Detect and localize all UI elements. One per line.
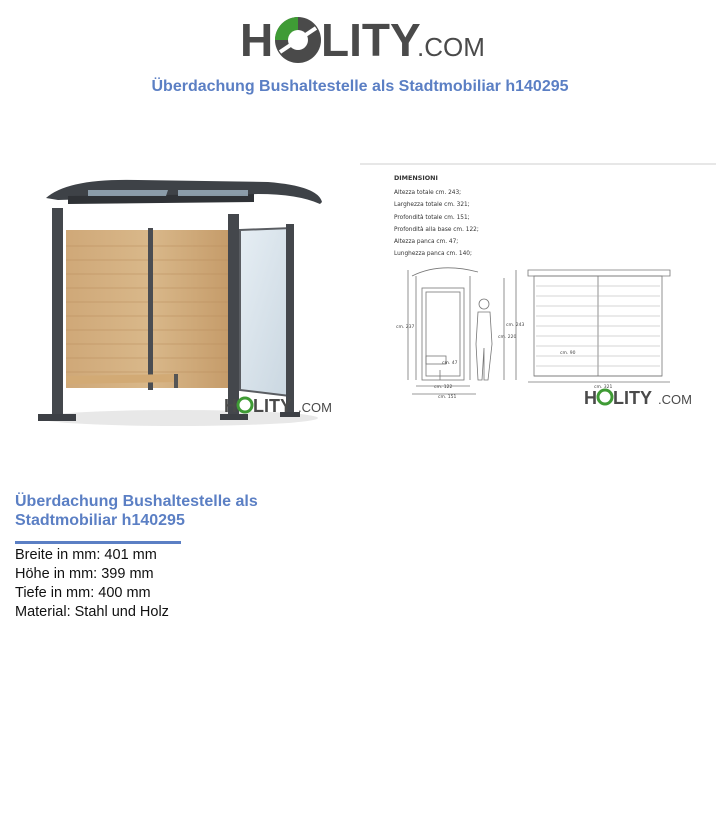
spec-height: Höhe in mm: 399 mm (15, 566, 154, 582)
logo-suffix: .COM (417, 32, 485, 62)
svg-text:H: H (584, 388, 597, 408)
dim-label-47: cm. 47 (442, 361, 458, 366)
dimension-line: Larghezza totale cm. 321; (394, 202, 470, 209)
holity-logo (240, 10, 485, 68)
dim-label-220: cm. 220 (498, 335, 517, 340)
spec-list (15, 546, 169, 622)
svg-text:.COM: .COM (658, 392, 692, 407)
spec-depth: Tiefe in mm: 400 mm (15, 585, 151, 601)
dim-label-90: cm. 90 (560, 351, 576, 356)
svg-text:LITY: LITY (613, 388, 652, 408)
dimension-line: Altezza panca cm. 47; (394, 239, 459, 246)
svg-text:H: H (224, 396, 237, 416)
dimension-line: Profondità alla base cm. 122; (394, 226, 479, 233)
dimension-line: Profondità totale cm. 151; (394, 214, 470, 221)
page-title: Überdachung Bushaltestelle als Stadtmobiliar h140295 (151, 78, 569, 95)
technical-drawing (360, 158, 716, 420)
dimension-list (394, 172, 479, 260)
title-divider (15, 541, 181, 544)
product-title: Überdachung Bushaltestelle als Stadtmobiliar h140295 (15, 493, 258, 529)
dim-label-237: cm. 237 (396, 325, 415, 330)
dim-label-122: cm. 122 (434, 385, 453, 390)
logo-letter-h: H (240, 14, 274, 66)
product-photo (28, 168, 340, 432)
drawing-watermark (584, 388, 692, 408)
svg-text:LITY: LITY (253, 396, 292, 416)
dim-label-321: cm. 321 (594, 385, 613, 390)
spec-width: Breite in mm: 401 mm (15, 547, 157, 563)
spec-material: Material: Stahl und Holz (15, 604, 169, 620)
logo-letters-lity: LITY (321, 14, 421, 66)
dimension-heading: DIMENSIONI (394, 174, 438, 182)
logo-ring-icon (275, 17, 321, 63)
dim-label-243: cm. 243 (506, 323, 525, 328)
dimension-line: Altezza totale cm. 243; (394, 190, 462, 197)
dim-label-151: cm. 151 (438, 395, 457, 400)
svg-text:.COM: .COM (298, 400, 332, 415)
dimension-line: Lunghezza panca cm. 140; (394, 251, 472, 258)
